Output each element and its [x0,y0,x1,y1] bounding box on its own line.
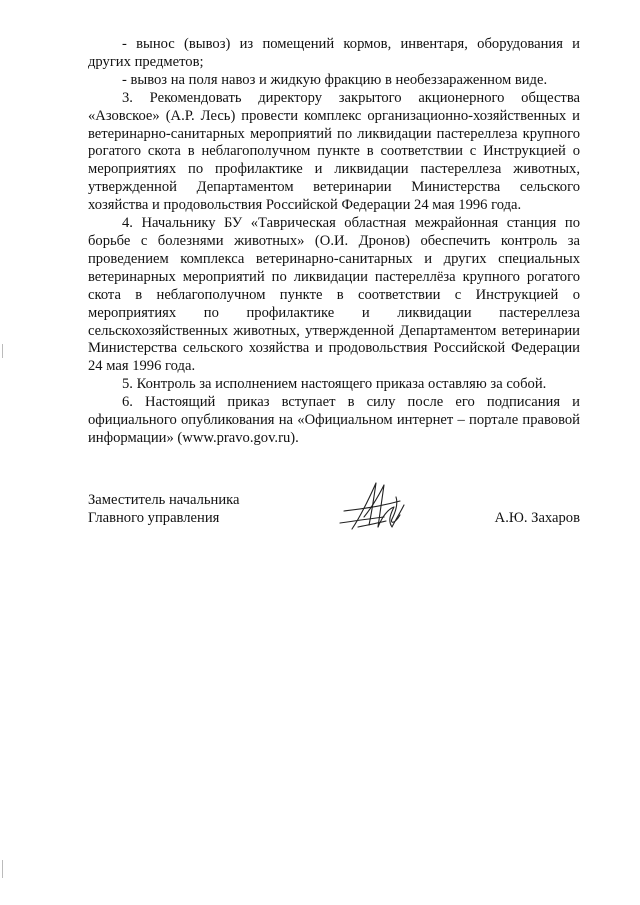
signer-position [88,491,240,527]
scan-edge-mark [2,344,3,358]
signature-block [88,491,588,551]
paragraph-removal-items: - вынос (вывоз) из помещений кормов, инвентаря, оборудования и других предметов; [88,36,580,70]
signer-name: А.Ю. Захаров [494,510,580,526]
handwritten-signature [338,477,418,535]
paragraph-item-6: 6. Настоящий приказ вступает в силу после его подписания и официального опубликования на «Официальном интернет – портале правовой информации» (www.pravo.gov.ru). [88,394,580,446]
signer-position-line-1: Заместитель начальника [88,492,240,508]
document-body [88,36,580,448]
signer-position-line-2: Главного управления [88,510,220,526]
paragraph-item-4: 4. Начальнику БУ «Таврическая областная межрайонная станция по борьбе с болезнями животных» (О.И. Дронов) обеспечить контроль за проведением комплекса ветеринарно-санитарных и других специальных ветеринарных мероприятий по ликвидации пастереллёза крупного рогатого скота в неблагополучном пункте в соответствии с Инструкцией о мероприятиях по профилактике и ликвидации пастереллеза сельскохозяйственных животных, утвержденной Департаментом ветеринарии Министерства сельского хозяйства и продовольствия Российской Федерации 24 мая 1996 года. [88,215,580,375]
scan-edge-mark [2,860,3,878]
paragraph-item-5: 5. Контроль за исполнением настоящего приказа оставляю за собой. [122,376,547,393]
paragraph-item-3: 3. Рекомендовать директору закрытого акционерного общества «Азовское» (А.Р. Лесь) провести комплекс организационно-хозяйственных и ветеринарно-санитарных мероприятий по ликвидации пастереллеза крупного рогатого скота в неблагополучном пункте в соответствии с Инструкцией о мероприятиях по профилактике и ликвидации пастереллеза животных, утвержденной Департаментом ветеринарии Министерства сельского хозяйства и продовольствия Российской Федерации 24 мая 1996 года. [88,89,580,214]
paragraph-manure-removal: - вывоз на поля навоз и жидкую фракцию в необеззараженном виде. [122,71,548,88]
